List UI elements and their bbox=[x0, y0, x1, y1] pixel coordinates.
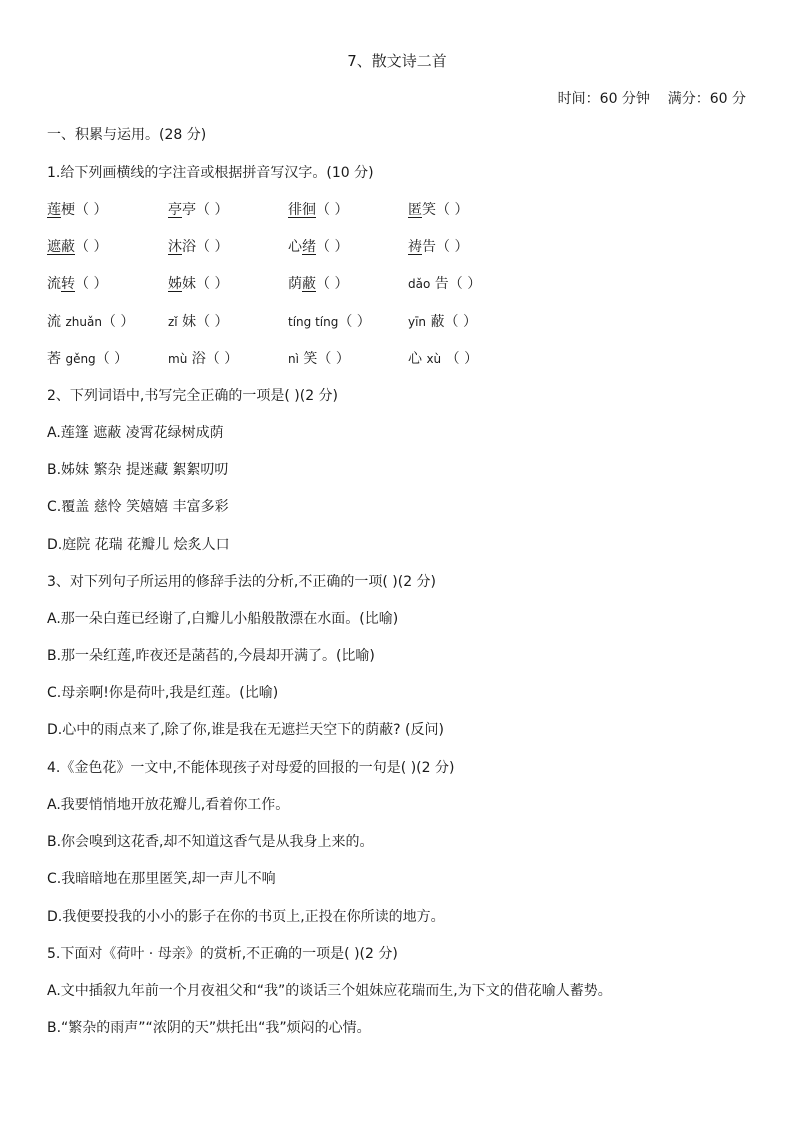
answer-blank: （ ） bbox=[75, 239, 108, 255]
pinyin-item bbox=[47, 313, 134, 331]
answer-blank: 笑（ ） bbox=[422, 202, 469, 218]
underlined-char: 蔽 bbox=[302, 276, 316, 292]
option: B.“繁杂的雨声”“浓阴的天”烘托出“我”烦闷的心情。 bbox=[47, 1020, 371, 1036]
question-stem: 4.《金色花》一文中,不能体现孩子对母爱的回报的一句是( )(2 分) bbox=[47, 760, 455, 776]
pinyin-text: xù bbox=[426, 352, 442, 366]
pinyin-text: tíng tíng bbox=[288, 315, 339, 329]
answer-blank: （ ） bbox=[441, 351, 479, 367]
answer-blank: 妹（ ） bbox=[177, 314, 229, 330]
underlined-char: 祷 bbox=[408, 239, 422, 255]
answer-blank: 告（ ） bbox=[430, 276, 482, 292]
underlined-char: 遮蔽 bbox=[47, 239, 75, 255]
pinyin-item bbox=[47, 238, 107, 256]
pinyin-text: zhuǎn bbox=[65, 315, 102, 329]
prefix-char: 流 bbox=[47, 314, 66, 330]
pinyin-item bbox=[47, 275, 107, 293]
underlined-char: 徘徊 bbox=[288, 202, 316, 218]
pinyin-text: zǐ bbox=[168, 315, 178, 329]
underlined-char: 亭 bbox=[168, 202, 182, 218]
option: A.文中插叙九年前一个月夜祖父和“我”的谈话三个姐妹应花瑞而生,为下文的借花喻人蓄势。 bbox=[47, 983, 612, 999]
answer-blank: （ ） bbox=[101, 314, 135, 330]
pinyin-item bbox=[47, 201, 107, 219]
underlined-char: 沐 bbox=[168, 239, 182, 255]
answer-blank: 浴（ ） bbox=[182, 239, 229, 255]
answer-blank: 妹（ ） bbox=[182, 276, 229, 292]
pinyin-item bbox=[288, 201, 348, 219]
exam-meta: 时间：60 分钟 满分：60 分 bbox=[557, 91, 746, 107]
underlined-char: 绪 bbox=[302, 239, 316, 255]
option: D.心中的雨点来了,除了你,谁是我在无遮拦天空下的荫蔽? (反问) bbox=[47, 722, 444, 738]
pinyin-item bbox=[408, 238, 468, 256]
option: C.我暗暗地在那里匿笑,却一声儿不响 bbox=[47, 871, 276, 887]
answer-blank: （ ） bbox=[316, 202, 349, 218]
option: B.那一朵红莲,昨夜还是菡萏的,今晨却开满了。(比喻) bbox=[47, 648, 375, 664]
answer-blank: （ ） bbox=[338, 314, 371, 330]
option: B.你会嗅到这花香,却不知道这香气是从我身上来的。 bbox=[47, 834, 374, 850]
question-stem: 5.下面对《荷叶 · 母亲》的赏析,不正确的一项是( )(2 分) bbox=[47, 946, 398, 962]
pinyin-item bbox=[288, 238, 348, 256]
answer-blank: 笑（ ） bbox=[298, 351, 350, 367]
prefix-char: 莕 bbox=[47, 351, 66, 367]
option: B.姊妹 繁杂 提迷藏 絮絮叨叨 bbox=[47, 462, 229, 478]
pinyin-item bbox=[408, 201, 468, 219]
pinyin-item bbox=[47, 350, 128, 368]
pinyin-item bbox=[408, 313, 477, 331]
option: A.那一朵白莲已经谢了,白瓣儿小船般散漂在水面。(比喻) bbox=[47, 611, 399, 627]
answer-blank: 蔽（ ） bbox=[426, 314, 477, 330]
answer-blank: （ ） bbox=[75, 276, 108, 292]
underlined-char: 转 bbox=[61, 276, 75, 292]
pinyin-text: yīn bbox=[408, 315, 427, 329]
pinyin-text: dǎo bbox=[408, 277, 431, 291]
answer-blank: （ ） bbox=[95, 351, 129, 367]
answer-blank: （ ） bbox=[316, 239, 349, 255]
pinyin-text: mù bbox=[168, 352, 188, 366]
pinyin-text: gěng bbox=[65, 352, 96, 366]
option: D.我便要投我的小小的影子在你的书页上,正投在你所读的地方。 bbox=[47, 909, 445, 925]
pinyin-item bbox=[168, 350, 238, 368]
answer-blank: 梗（ ） bbox=[61, 202, 108, 218]
answer-blank: 浴（ ） bbox=[187, 351, 239, 367]
pinyin-item bbox=[288, 313, 371, 331]
underlined-char: 莲 bbox=[47, 202, 61, 218]
pinyin-item bbox=[168, 201, 228, 219]
prefix-char: 流 bbox=[47, 276, 61, 292]
underlined-char: 姊 bbox=[168, 276, 182, 292]
option: C.母亲啊!你是荷叶,我是红莲。(比喻) bbox=[47, 685, 279, 701]
option: D.庭院 花瑞 花瓣儿 烩炙人口 bbox=[47, 537, 230, 553]
pinyin-item bbox=[408, 350, 478, 368]
pinyin-item bbox=[288, 275, 348, 293]
pinyin-item bbox=[168, 313, 229, 331]
prefix-char: 心 bbox=[408, 351, 427, 367]
option: C.覆盖 慈怜 笑嬉嬉 丰富多彩 bbox=[47, 499, 229, 515]
pinyin-item bbox=[168, 275, 228, 293]
page-title: 7、散文诗二首 bbox=[347, 52, 447, 70]
pinyin-text: nì bbox=[288, 352, 299, 366]
pinyin-item bbox=[168, 238, 228, 256]
question-stem: 2、下列词语中,书写完全正确的一项是( )(2 分) bbox=[47, 388, 339, 404]
question-stem: 1.给下列画横线的字注音或根据拼音写汉字。(10 分) bbox=[47, 165, 374, 181]
question-stem: 3、对下列句子所运用的修辞手法的分析,不正确的一项( )(2 分) bbox=[47, 574, 437, 590]
section-heading: 一、积累与运用。(28 分) bbox=[47, 127, 207, 143]
answer-blank: 亭（ ） bbox=[182, 202, 229, 218]
prefix-char: 荫 bbox=[288, 276, 302, 292]
pinyin-item bbox=[408, 275, 481, 293]
pinyin-item bbox=[288, 350, 350, 368]
option: A.莲篷 遮蔽 凌霄花绿树成荫 bbox=[47, 425, 224, 441]
option: A.我要悄悄地开放花瓣儿,看着你工作。 bbox=[47, 797, 290, 813]
answer-blank: 告（ ） bbox=[422, 239, 469, 255]
prefix-char: 心 bbox=[288, 239, 302, 255]
underlined-char: 匿 bbox=[408, 202, 422, 218]
answer-blank: （ ） bbox=[316, 276, 349, 292]
